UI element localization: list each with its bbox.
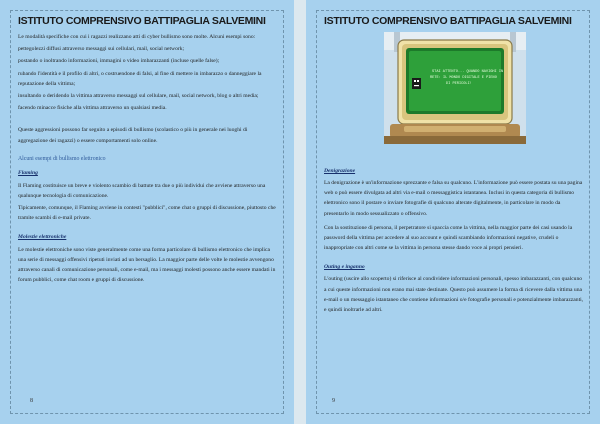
left-page-content: [18, 32, 278, 289]
flaming-heading: Flaming: [18, 169, 38, 176]
aggression-paragraph: Queste aggressioni possono far seguito a episodi di bullismo (scolastico o più in generale nei luoghi di aggregazione dei ragazzi) o essere comportamenti solo online.: [18, 127, 248, 144]
denigrazione-paragraph: La denigrazione è un'informazione sprezzante e falsa su qualcuno. L'informazione può essere postata su una pagina web o può essere divulgata ad altri via e-mail o messaggistica istantanea. Inclusi in questa categoria di bullismo elettronico sono il postare o inviare fotografie di qualcuno alterate digitalmente, in particolare in modo da presentarlo in modo sessualizzato o offensivo.: [324, 180, 583, 217]
page-number: 9: [332, 398, 335, 404]
right-page-content: [324, 166, 584, 319]
intro-paragraph: Le modalità specifiche con cui i ragazzi realizzano atti di cyber bullismo sono molte. Alcuni esempi sono:: [18, 34, 256, 40]
flaming-paragraph: Il Flaming costituisce un breve e violento scambio di battute tra due o più individui che avviene attraverso una qualunque tecnologia di comunicazione.: [18, 182, 266, 200]
right-page-title: ISTITUTO COMPRENSIVO BATTIPAGLIA SALVEMINI: [324, 15, 572, 27]
left-page-title: ISTITUTO COMPRENSIVO BATTIPAGLIA SALVEMINI: [18, 15, 266, 27]
screen-text-line: DI PERICOLI!: [446, 82, 472, 86]
flaming-paragraph-2: Tipicamente, comunque, il Flaming avviene in contesti "pubblici", come chat o gruppi di discussione, piuttosto che tramite scambi di e-mail private.: [18, 205, 276, 222]
outing-paragraph: L'outing (uscire allo scoperto) si riferisce al condividere informazioni personali, spesso imbarazzanti, con qualcuno a cui queste informazioni non erano mai state destinate. Questo può assumere la forma di ricevere dalla vittima una e-mail o un messaggio istantaneo che contiene informazioni o/e fotografie personali e potenzialmente imbarazzanti, e quindi inoltrarle ad altri.: [324, 276, 584, 314]
outing-heading: Outing e inganno: [324, 264, 365, 271]
page-number: 8: [30, 398, 33, 404]
molestie-paragraph: Le molestie elettroniche sono viste generalmente come una forma particolare di bullismo elettronico che implica una serie di messaggi offensivi ripetuti inviati ad un bersaglio. La maggior parte delle volte le molestie avvengono attraverso canali di comunicazione personali, come e-mail, ma i messaggi molesti possono anche essere mandati in forum pubblici, come chat room e gruppi di discussione.: [18, 246, 276, 284]
right-page: [306, 0, 600, 424]
screen-text-line: RETE: IL MONDO DIGITALE E PIENO: [430, 76, 497, 80]
example-item: facendo minacce fisiche alla vittima attraverso un qualsiasi media.: [18, 105, 167, 112]
left-page: [0, 0, 294, 424]
denigrazione-heading: Denigrazione: [324, 168, 356, 174]
example-item: pettegolezzi diffusi attraverso messaggi sui cellulari, mail, social network;: [18, 46, 185, 53]
example-item: postando o inoltrando informazioni, immagini o video imbarazzanti (incluse quelle false);: [18, 58, 220, 65]
molestie-heading: Molestie elettroniche: [18, 233, 67, 240]
sostituzione-paragraph: Con la sostituzione di persona, il perpetratore si spaccia come la vittima, nella maggior parte dei casi usando la password della vittima per accedere al suo account e quindi scambiando informazioni negative, crudeli o inappropriate con altri come se la vittima in persona stesse dando voce ai propri pensieri.: [324, 224, 573, 252]
examples-heading: Alcuni esempi di bullismo elettronico: [18, 155, 106, 162]
screen-text-line: STAI ATTENTO... QUANDO NAVIGHI IN: [432, 70, 504, 74]
computer-illustration: [384, 32, 526, 144]
example-item: insultando o deridendo la vittima attraverso messaggi sul cellulare, mail, social network, blog o altri media;: [18, 93, 259, 100]
example-item: rubando l'identità e il profilo di altri, o costruendone di falsi, al fine di mettere in imbarazzo o danneggiare la reputazione della vittima;: [18, 70, 262, 87]
